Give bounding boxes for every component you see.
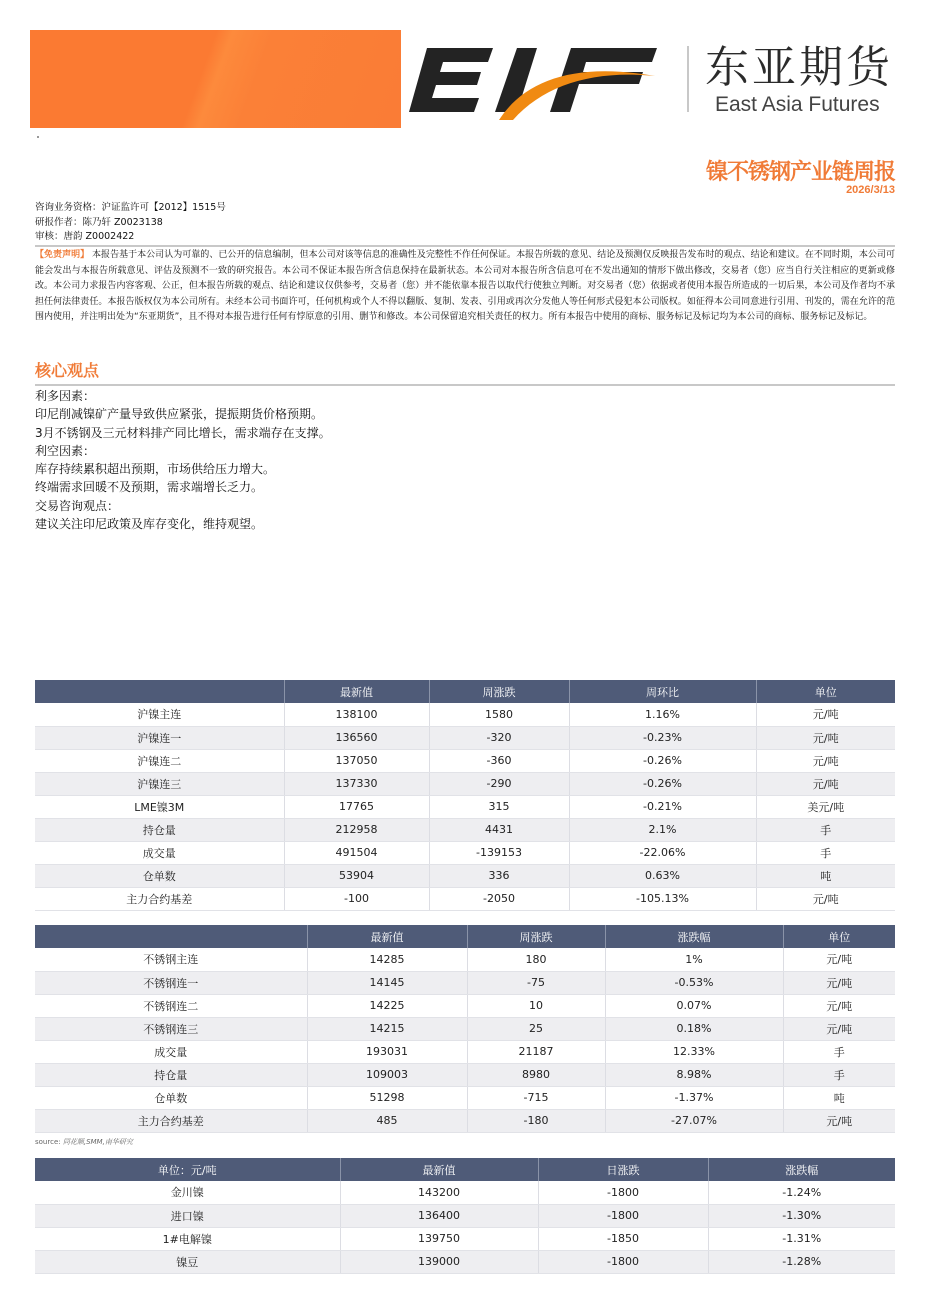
cell: 主力合约基差 (35, 1109, 307, 1132)
cell: 不锈钢连一 (35, 971, 307, 994)
cell: 4431 (429, 818, 569, 841)
bearish-heading: 利空因素： (35, 443, 96, 458)
cell: -27.07% (605, 1109, 783, 1132)
table-row (35, 1017, 895, 1040)
table-row (35, 1086, 895, 1109)
cell: 仓单数 (35, 864, 284, 887)
cell: -0.26% (569, 749, 756, 772)
cell: 进口镍 (35, 1204, 340, 1227)
cell: -0.53% (605, 971, 783, 994)
cell: 51298 (307, 1086, 467, 1109)
cell: 193031 (307, 1040, 467, 1063)
logo-english-name: East Asia Futures (715, 93, 880, 116)
cell: 17765 (284, 795, 429, 818)
cell: 53904 (284, 864, 429, 887)
bearish-point: 终端需求回暖不及预期，需求端增长乏力。 (35, 480, 264, 495)
cell: 14145 (307, 971, 467, 994)
cell: 0.63% (569, 864, 756, 887)
cell: -75 (467, 971, 605, 994)
cell: -290 (429, 772, 569, 795)
table-row (35, 1063, 895, 1086)
cell: -360 (429, 749, 569, 772)
cell: 沪镍主连 (35, 703, 284, 726)
cell: 8980 (467, 1063, 605, 1086)
spot-nickel-table (35, 1158, 895, 1274)
cell: 136400 (340, 1204, 538, 1227)
decorative-dot (37, 136, 39, 138)
table-header-row (35, 1158, 895, 1181)
column-header: 涨跌幅 (605, 925, 783, 948)
source-text: 同花顺,SMM,南华研究 (62, 1138, 133, 1146)
report-meta (35, 201, 226, 245)
source-note (35, 1137, 133, 1147)
cell: 不锈钢连三 (35, 1017, 307, 1040)
cell: 沪镍连一 (35, 726, 284, 749)
cell: 143200 (340, 1181, 538, 1204)
table-row (35, 1181, 895, 1204)
cell: 沪镍连三 (35, 772, 284, 795)
column-header (35, 925, 307, 948)
cell: 1.16% (569, 703, 756, 726)
cell: -715 (467, 1086, 605, 1109)
cell: -0.23% (569, 726, 756, 749)
table-header-row (35, 925, 895, 948)
cell: 1% (605, 948, 783, 971)
cell: 2.1% (569, 818, 756, 841)
column-header: 涨跌幅 (708, 1158, 895, 1181)
cell: -1800 (538, 1181, 708, 1204)
column-header: 最新值 (340, 1158, 538, 1181)
bullish-point: 3月不锈钢及三元材料排产同比增长，需求端存在支撑。 (35, 425, 331, 440)
cell: -139153 (429, 841, 569, 864)
column-header: 单位 (756, 680, 895, 703)
cell: -100 (284, 887, 429, 910)
cell: -0.26% (569, 772, 756, 795)
cell: 139000 (340, 1250, 538, 1273)
cell: 不锈钢主连 (35, 948, 307, 971)
cell: 元/吨 (783, 1017, 895, 1040)
table-row (35, 1227, 895, 1250)
cell: 25 (467, 1017, 605, 1040)
table-row (35, 1204, 895, 1227)
cell: 手 (783, 1063, 895, 1086)
cell: 138100 (284, 703, 429, 726)
cell: 不锈钢连二 (35, 994, 307, 1017)
table-row (35, 772, 895, 795)
disclaimer-tag: 【免责声明】 (35, 250, 90, 260)
cell: -1.24% (708, 1181, 895, 1204)
cell: 136560 (284, 726, 429, 749)
disclaimer (35, 245, 895, 326)
table-row (35, 948, 895, 971)
cell: 吨 (783, 1086, 895, 1109)
cell: 主力合约基差 (35, 887, 284, 910)
cell: 180 (467, 948, 605, 971)
table-row (35, 1040, 895, 1063)
author-line: 研报作者：陈乃轩 Z0023138 (35, 216, 163, 228)
cell: 金川镍 (35, 1181, 340, 1204)
advice-heading: 交易咨询观点： (35, 498, 120, 513)
table-row (35, 726, 895, 749)
table-row (35, 841, 895, 864)
cell: -1800 (538, 1204, 708, 1227)
cell: 0.07% (605, 994, 783, 1017)
cell: 仓单数 (35, 1086, 307, 1109)
cell: 109003 (307, 1063, 467, 1086)
table-row (35, 1250, 895, 1273)
license-line: 咨询业务资格：沪证监许可【2012】1515号 (35, 202, 226, 213)
cell: 137330 (284, 772, 429, 795)
cell: 元/吨 (783, 971, 895, 994)
cell: 491504 (284, 841, 429, 864)
cell: -180 (467, 1109, 605, 1132)
cell: 手 (756, 841, 895, 864)
cell: 元/吨 (783, 994, 895, 1017)
eaf-logo-icon (405, 40, 665, 120)
cell: 10 (467, 994, 605, 1017)
table-row (35, 864, 895, 887)
cell: -1850 (538, 1227, 708, 1250)
section-divider (35, 384, 895, 386)
cell: -0.21% (569, 795, 756, 818)
cell: -320 (429, 726, 569, 749)
column-header: 最新值 (284, 680, 429, 703)
column-header: 日涨跌 (538, 1158, 708, 1181)
cell: 1#电解镍 (35, 1227, 340, 1250)
table-row (35, 971, 895, 994)
source-label: source: (35, 1138, 61, 1146)
cell: 12.33% (605, 1040, 783, 1063)
company-logo (405, 40, 895, 120)
cell: 137050 (284, 749, 429, 772)
column-header (35, 680, 284, 703)
table-row (35, 994, 895, 1017)
cell: 8.98% (605, 1063, 783, 1086)
cell: -1.30% (708, 1204, 895, 1227)
table-row (35, 749, 895, 772)
nickel-futures-table (35, 680, 895, 911)
column-header: 单位 (783, 925, 895, 948)
cell: 成交量 (35, 1040, 307, 1063)
cell: 21187 (467, 1040, 605, 1063)
column-header: 最新值 (307, 925, 467, 948)
column-header: 周涨跌 (429, 680, 569, 703)
core-view-title: 核心观点 (35, 361, 100, 380)
table-header-row (35, 680, 895, 703)
cell: -105.13% (569, 887, 756, 910)
column-header: 周涨跌 (467, 925, 605, 948)
table-row (35, 1109, 895, 1132)
core-view-body (35, 387, 331, 533)
cell: 485 (307, 1109, 467, 1132)
logo-chinese-name: 东亚期货 (705, 42, 893, 93)
cell: 1580 (429, 703, 569, 726)
cell: 14215 (307, 1017, 467, 1040)
cell: 元/吨 (756, 726, 895, 749)
cell: 0.18% (605, 1017, 783, 1040)
cell: -22.06% (569, 841, 756, 864)
report-title: 镍不锈钢产业链周报 (705, 160, 895, 185)
cell: 持仓量 (35, 1063, 307, 1086)
cell: 手 (783, 1040, 895, 1063)
table-row (35, 887, 895, 910)
cell: 元/吨 (756, 887, 895, 910)
cell: 沪镍连二 (35, 749, 284, 772)
cell: 元/吨 (756, 772, 895, 795)
logo-divider (687, 46, 689, 112)
table-row (35, 818, 895, 841)
cell: 元/吨 (783, 948, 895, 971)
cell: 315 (429, 795, 569, 818)
table-row (35, 703, 895, 726)
cell: 元/吨 (756, 703, 895, 726)
bullish-point: 印尼削减镍矿产量导致供应紧张，提振期货价格预期。 (35, 407, 324, 422)
cell: 持仓量 (35, 818, 284, 841)
bearish-point: 库存持续累积超出预期，市场供给压力增大。 (35, 462, 276, 477)
cell: 14225 (307, 994, 467, 1017)
cell: 镍豆 (35, 1250, 340, 1273)
disclaimer-text: 本报告基于本公司认为可靠的、已公开的信息编制，但本公司对该等信息的准确性及完整性不作任何保证。本报告所载的意见、结论及预测仅反映报告发布时的观点、结论和建议。在不同时期，本公司可能会发出与本报告所载意见、评估及预测不一致的研究报告。本公司不保证本报告所含信息保持在最新状态。本公司对本报告所含信息可在不发出通知的情形下做出修改，交易者（您）应当自行关注相应的更新或修改。本公司力求报告内容客观、公正，但本报告所载的观点、结论和建议仅供参考，交易者（您）并不能依靠本报告以取代行使独立判断。对交易者（您）依据或者使用本报告所造成的一切后果，本公司及作者均不承担任何法律责任。本报告版权仅为本公司所有。未经本公司书面许可，任何机构或个人不得以翻版、复制、发表、引用或再次分发他人等任何形式侵犯本公司版权。如征得本公司同意进行引用、刊发的，需在允许的范围内使用，并注明出处为“东亚期货”，且不得对本报告进行任何有悖原意的引用、删节和修改。本公司保留追究相关责任的权力。所有本报告中使用的商标、服务标记及标记均为本公司的商标、服务标记及标记。 (35, 250, 895, 322)
cell: -1.28% (708, 1250, 895, 1273)
cell: 美元/吨 (756, 795, 895, 818)
reviewer-line: 审核：唐韵 Z0002422 (35, 231, 135, 242)
cell: -2050 (429, 887, 569, 910)
report-date: 2026/3/13 (846, 184, 895, 196)
cell: 212958 (284, 818, 429, 841)
stainless-futures-table (35, 925, 895, 1133)
cell: 元/吨 (756, 749, 895, 772)
cell: 手 (756, 818, 895, 841)
header-banner (30, 30, 401, 128)
cell: -1800 (538, 1250, 708, 1273)
cell: 元/吨 (783, 1109, 895, 1132)
advice-point: 建议关注印尼政策及库存变化，维持观望。 (35, 517, 264, 532)
cell: LME镍3M (35, 795, 284, 818)
column-header: 单位：元/吨 (35, 1158, 340, 1181)
table-row (35, 795, 895, 818)
cell: 14285 (307, 948, 467, 971)
cell: 吨 (756, 864, 895, 887)
cell: 336 (429, 864, 569, 887)
cell: 成交量 (35, 841, 284, 864)
cell: -1.31% (708, 1227, 895, 1250)
cell: 139750 (340, 1227, 538, 1250)
cell: -1.37% (605, 1086, 783, 1109)
column-header: 周环比 (569, 680, 756, 703)
bullish-heading: 利多因素： (35, 389, 96, 403)
